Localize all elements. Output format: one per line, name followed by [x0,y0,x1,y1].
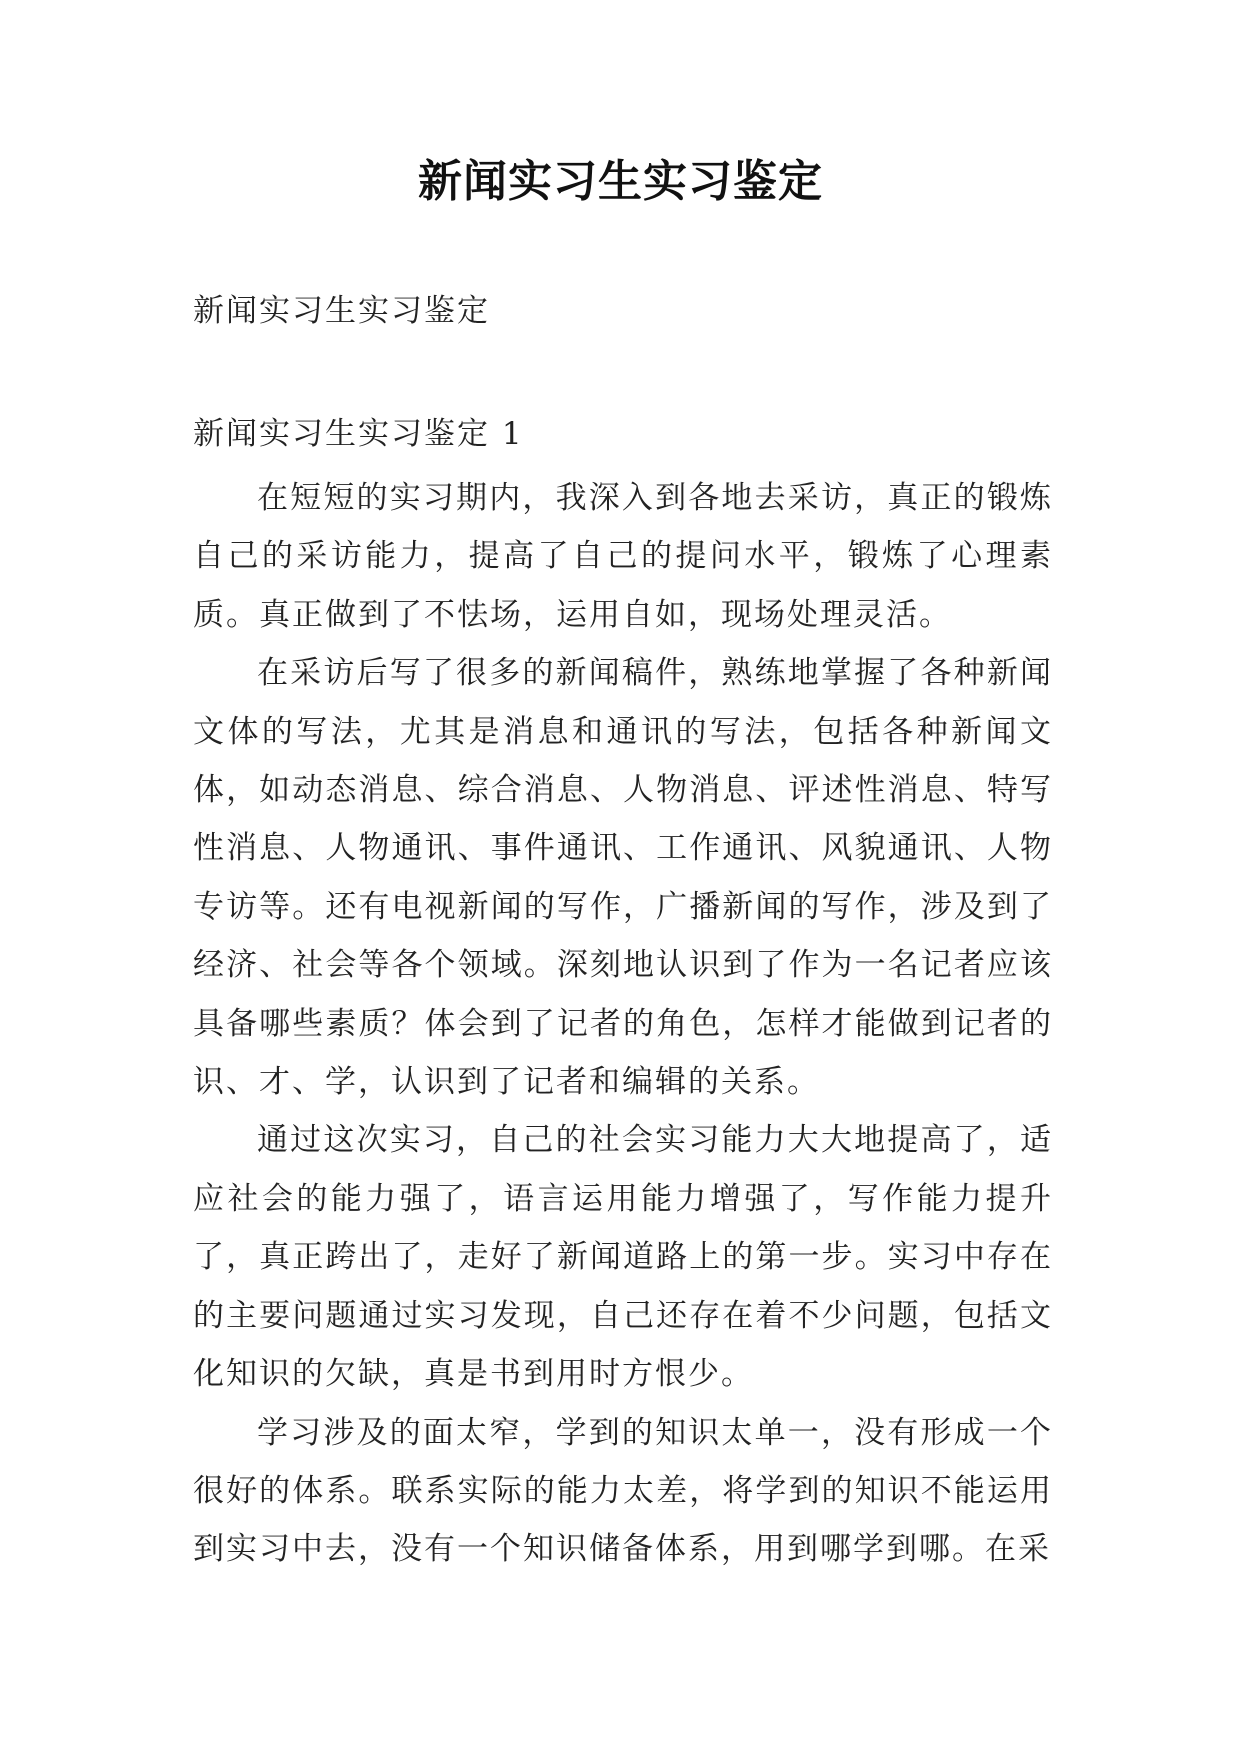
body-text [193,469,1053,1579]
paragraph: 通过这次实习，自己的社会实习能力大大地提高了，适应社会的能力强了，语言运用能力增强了，写作能力提升了，真正跨出了，走好了新闻道路上的第一步。实习中存在的主要问题通过实习发现，自己还存在着不少问题，包括文化知识的欠缺，真是书到用时方恨少。 [193,1122,1053,1393]
document-title: 新闻实习生实习鉴定 [418,156,823,207]
paragraph: 学习涉及的面太窄，学到的知识太单一，没有形成一个很好的体系。联系实际的能力太差，将学到的知识不能运用到实习中去，没有一个知识储备体系，用到哪学到哪。在采 [193,1414,1053,1568]
section-heading: 新闻实习生实习鉴定 1 [193,416,524,452]
paragraph: 在短短的实习期内，我深入到各地去采访，真正的锻炼自己的采访能力，提高了自己的提问水平，锻炼了心理素质。真正做到了不怯场，运用自如，现场处理灵活。 [193,480,1053,633]
paragraph: 在采访后写了很多的新闻稿件，熟练地掌握了各种新闻文体的写法，尤其是消息和通讯的写法，包括各种新闻文体，如动态消息、综合消息、人物消息、评述性消息、特写性消息、人物通讯、事件通讯、工作通讯、风貌通讯、人物专访等。还有电视新闻的写作，广播新闻的写作，涉及到了经济、社会等各个领域。深刻地认识到了作为一名记者应该具备哪些素质？体会到了记者的角色，怎样才能做到记者的识、才、学，认识到了记者和编辑的关系。 [193,655,1053,1101]
document-subtitle: 新闻实习生实习鉴定 [193,293,490,329]
